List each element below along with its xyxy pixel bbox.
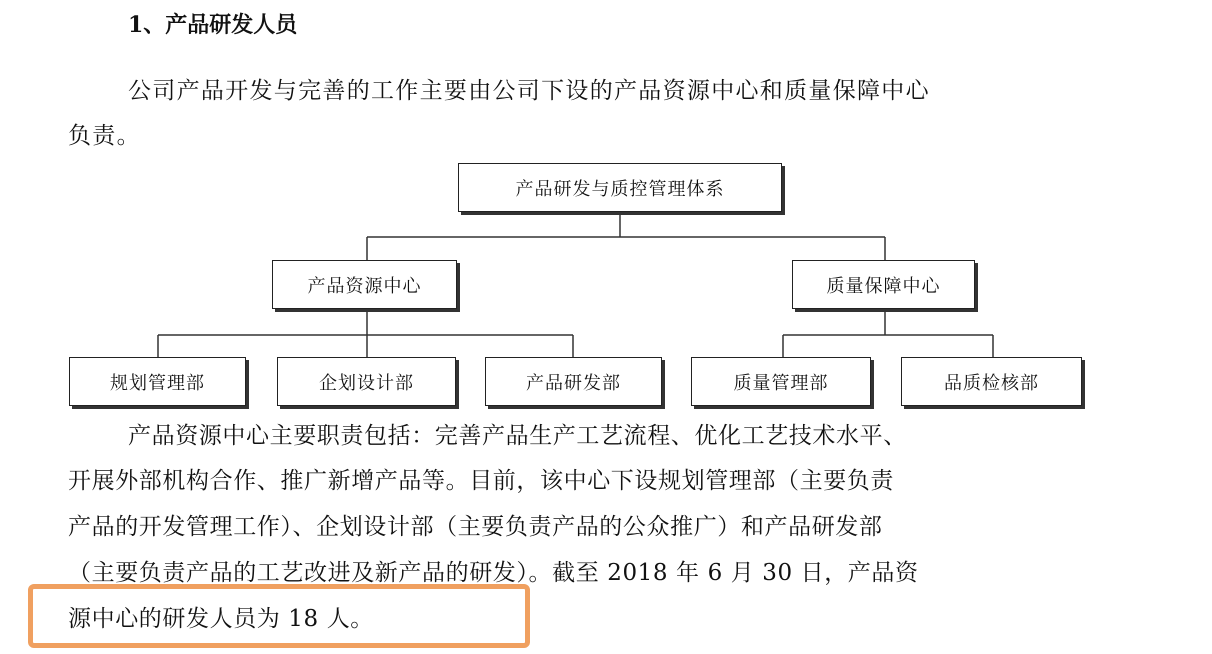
body-line-5: 源中心的研发人员为 18 人。 xyxy=(68,606,374,632)
org-root-box: 产品研发与质控管理体系 xyxy=(458,163,782,212)
org-dept-design-box: 企划设计部 xyxy=(277,357,456,406)
body-line-3: 产品的开发管理工作）、企划设计部（主要负责产品的公众推广）和产品研发部 xyxy=(68,514,883,540)
body-line-1: 产品资源中心主要职责包括：完善产品生产工艺流程、优化工艺技术水平、 xyxy=(128,423,907,449)
intro-line-2: 负责。 xyxy=(68,123,141,149)
section-heading: 1、产品研发人员 xyxy=(128,12,298,38)
intro-line-1: 公司产品开发与完善的工作主要由公司下设的产品资源中心和质量保障中心 xyxy=(128,78,930,104)
body-line-4: （主要负责产品的工艺改进及新产品的研发）。截至 2018 年 6 月 30 日，产品资 xyxy=(68,560,919,586)
body-line-2: 开展外部机构合作、推广新增产品等。目前，该中心下设规划管理部（主要负责 xyxy=(68,468,894,494)
org-center-left-box: 产品资源中心 xyxy=(272,260,457,309)
org-center-right-box: 质量保障中心 xyxy=(792,260,975,309)
org-dept-planning-box: 规划管理部 xyxy=(69,357,246,406)
org-dept-rnd-box: 产品研发部 xyxy=(485,357,662,406)
highlight-box xyxy=(28,584,530,648)
org-dept-quality-mgmt-box: 质量管理部 xyxy=(691,357,871,406)
org-dept-inspection-box: 品质检核部 xyxy=(901,357,1082,406)
